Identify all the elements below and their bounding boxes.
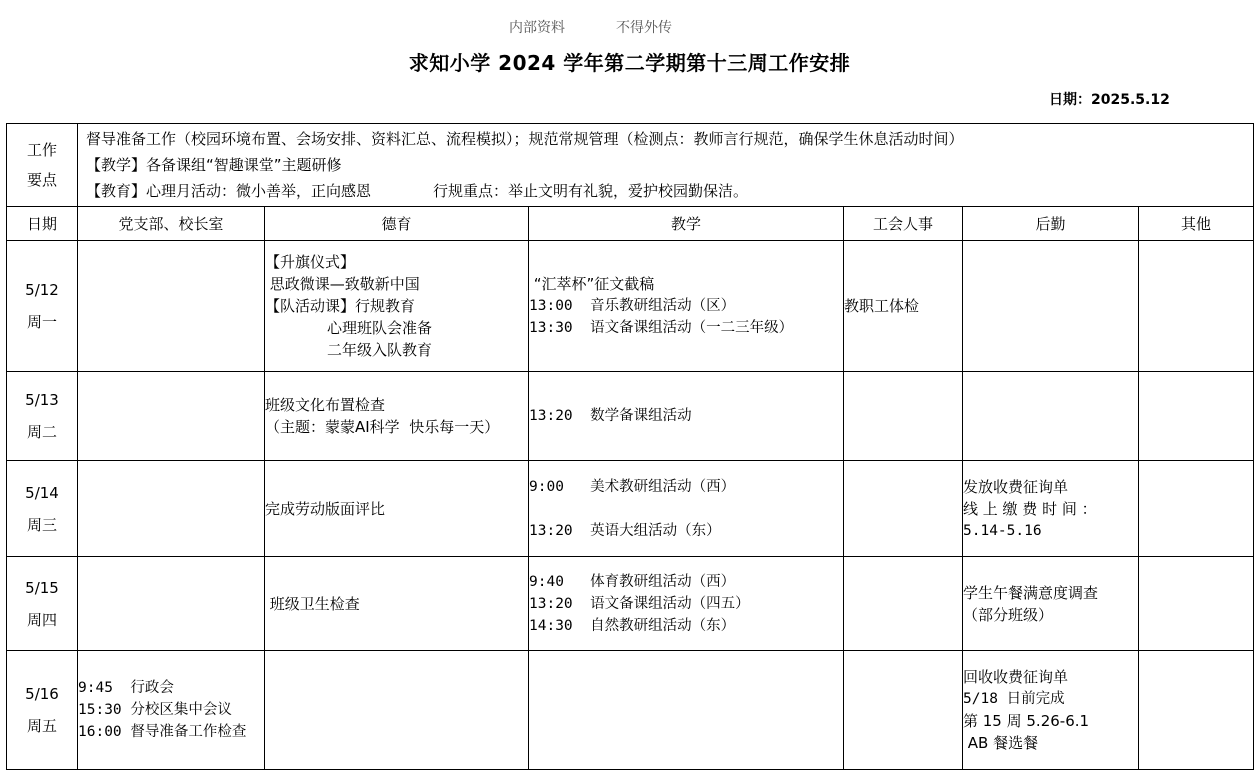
union-cell <box>844 241 963 372</box>
party-cell <box>78 651 265 770</box>
date-text: 5/13 <box>25 391 59 409</box>
cell-line: 班级文化布置检查 <box>265 396 386 414</box>
date-cell <box>7 651 78 770</box>
summary-label: 工作 要点 <box>7 124 78 207</box>
summary-line: 督导准备工作（校园环境布置、会场安排、资料汇总、流程模拟）；规范常规管理（检测点：教师言行规范，确保学生休息活动时间） <box>86 130 964 148</box>
cell-line: 13:20 数学备课组活动 <box>529 408 692 424</box>
union-cell <box>844 461 963 557</box>
cell-line: 5.14-5.16 <box>963 522 1042 539</box>
cell-line: 线 上 缴 费 时 间 ： <box>963 499 1097 518</box>
cell-line: 16:00 督导准备工作检查 <box>78 724 247 740</box>
moral-cell <box>265 372 529 461</box>
union-cell <box>844 372 963 461</box>
table-row <box>7 557 1254 651</box>
cell-line: 【队活动课】行规教育 <box>265 297 416 315</box>
date-cell <box>7 557 78 651</box>
table-row <box>7 651 1254 770</box>
cell-line: 思政微课—致敬新中国 <box>265 275 420 293</box>
cell-line: （部分班级） <box>963 605 1054 624</box>
weekday-text: 周一 <box>26 313 57 331</box>
cell-line: 【升旗仪式】 <box>265 253 356 271</box>
date-text: 5/16 <box>25 685 59 703</box>
cell-line: 班级卫生检查 <box>265 594 360 613</box>
page-title: 求知小学 2024 学年第二学期第十三周工作安排 <box>408 51 851 75</box>
cell-line: 第 15 周 5.26-6.1 <box>963 712 1090 730</box>
moral-cell <box>265 651 529 770</box>
other-cell <box>1139 372 1254 461</box>
cell-line: 发放收费征询单 <box>963 477 1069 496</box>
cell-line: 教职工体检 <box>844 297 920 315</box>
logistics-cell <box>963 461 1139 557</box>
table-row <box>7 372 1254 461</box>
teaching-cell <box>529 241 844 372</box>
date-text: 5/14 <box>25 483 59 502</box>
document-date: 日期：2025.5.12 <box>1049 92 1170 108</box>
schedule-table <box>6 123 1254 770</box>
summary-line: 【教育】心理月活动：微小善举，正向感恩 行规重点：举止文明有礼貌，爱护校园勤保洁。 <box>86 182 748 200</box>
column-header: 其他 <box>1139 207 1254 241</box>
date-cell <box>7 241 78 372</box>
logistics-cell <box>963 651 1139 770</box>
cell-line: AB 餐选餐 <box>963 734 1039 752</box>
cell-line: 13:00 音乐教研组活动（区） <box>529 298 736 314</box>
cell-line: 9:40 体育教研组活动（西） <box>529 573 736 590</box>
cell-line: 9:00 美术教研组活动（西） <box>529 478 736 495</box>
logistics-cell <box>963 241 1139 372</box>
weekday-text: 周二 <box>26 423 57 441</box>
summary-line: 【教学】各备课组“智趣课堂”主题研修 <box>86 156 342 174</box>
moral-cell <box>265 461 529 557</box>
cell-line: 13:30 语文备课组活动（一二三年级） <box>529 320 794 336</box>
other-cell <box>1139 241 1254 372</box>
cell-line: 9:45 行政会 <box>78 680 174 696</box>
cell-line: “汇萃杯”征文截稿 <box>529 275 655 293</box>
cell-line: 5/18 日前完成 <box>963 691 1065 707</box>
internal-note: 内部资料 <box>509 20 565 36</box>
summary-content <box>78 124 1254 207</box>
other-cell <box>1139 557 1254 651</box>
weekday-text: 周三 <box>26 515 57 534</box>
cell-line: 心理班队会准备 <box>265 319 432 337</box>
teaching-cell <box>529 557 844 651</box>
teaching-cell <box>529 651 844 770</box>
cell-line: 15:30 分校区集中会议 <box>78 702 232 718</box>
date-cell <box>7 372 78 461</box>
table-row <box>7 461 1254 557</box>
party-cell <box>78 241 265 372</box>
moral-cell <box>265 241 529 372</box>
logistics-cell <box>963 557 1139 651</box>
other-cell <box>1139 461 1254 557</box>
party-cell <box>78 461 265 557</box>
cell-line: 二年级入队教育 <box>265 341 432 359</box>
cell-line: 完成劳动版面评比 <box>265 499 386 518</box>
union-cell <box>844 557 963 651</box>
table-row <box>7 241 1254 372</box>
column-header: 德育 <box>265 207 529 241</box>
cell-line: 14:30 自然教研组活动（东） <box>529 617 736 634</box>
party-cell <box>78 372 265 461</box>
cell-line: 学生午餐满意度调查 <box>963 583 1099 602</box>
column-header: 党支部、校长室 <box>78 207 265 241</box>
column-header: 工会人事 <box>844 207 963 241</box>
column-header: 日期 <box>7 207 78 241</box>
column-header-row <box>7 207 1254 241</box>
cell-line: 13:20 语文备课组活动（四五） <box>529 595 750 612</box>
cell-line: （主题：蒙蒙AI科学 快乐每一天） <box>265 418 500 436</box>
date-text: 5/15 <box>25 578 59 597</box>
cell-line: 回收收费征询单 <box>963 668 1069 686</box>
weekday-text: 周四 <box>26 610 57 629</box>
logistics-cell <box>963 372 1139 461</box>
column-header: 后勤 <box>963 207 1139 241</box>
teaching-cell <box>529 461 844 557</box>
confidential-note: 不得外传 <box>616 20 672 36</box>
cell-line <box>529 498 843 520</box>
cell-line: 13:20 英语大组活动（东） <box>529 522 721 539</box>
moral-cell <box>265 557 529 651</box>
party-cell <box>78 557 265 651</box>
summary-row <box>7 124 1254 207</box>
column-header: 教学 <box>529 207 844 241</box>
weekday-text: 周五 <box>26 717 57 735</box>
date-text: 5/12 <box>25 281 59 299</box>
other-cell <box>1139 651 1254 770</box>
union-cell <box>844 651 963 770</box>
teaching-cell <box>529 372 844 461</box>
date-cell <box>7 461 78 557</box>
